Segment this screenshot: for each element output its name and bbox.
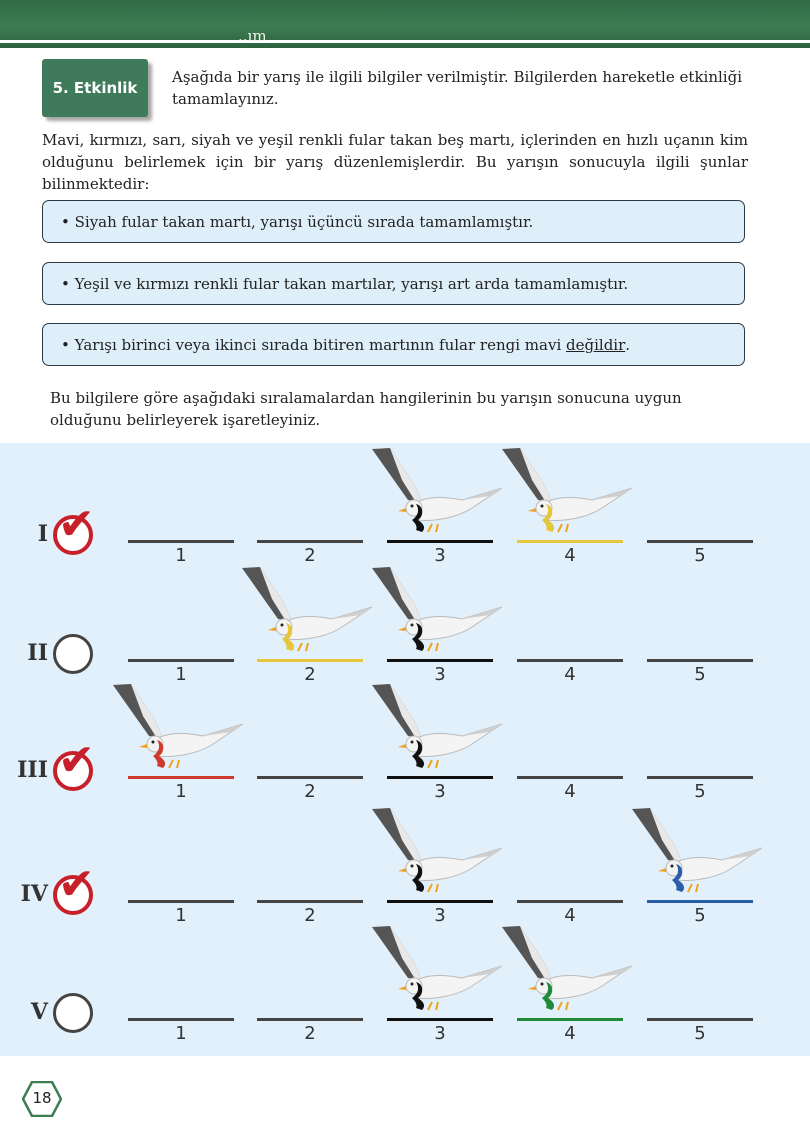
option-roman-numeral: V — [30, 999, 48, 1025]
position-number: 1 — [175, 545, 187, 566]
position-slot-line — [257, 659, 363, 662]
option-roman-numeral: II — [27, 640, 48, 666]
check-mark-icon: ✔ — [58, 735, 95, 786]
position-number: 1 — [175, 781, 187, 802]
position-number: 3 — [434, 545, 446, 566]
seagull-icon — [362, 804, 512, 899]
position-slot-line — [387, 1018, 493, 1021]
fact-3-underlined: değildir — [566, 335, 626, 354]
position-number: 3 — [434, 664, 446, 685]
position-slot-line — [128, 900, 234, 903]
position-number: 2 — [304, 1023, 316, 1044]
option-roman-numeral: III — [17, 757, 48, 783]
position-number: 4 — [564, 905, 576, 926]
position-number: 4 — [564, 664, 576, 685]
seagull-icon — [622, 804, 772, 899]
position-number: 5 — [694, 781, 706, 802]
page-number: 18 — [32, 1089, 52, 1107]
check-mark-icon: ✔ — [58, 859, 95, 910]
option-roman-numeral: IV — [20, 881, 48, 907]
header-line — [0, 40, 810, 43]
seagull-icon — [362, 563, 512, 658]
position-slot-line — [128, 1018, 234, 1021]
activity-label: 5. Etkinlik — [42, 59, 148, 117]
position-number: 2 — [304, 781, 316, 802]
position-number: 2 — [304, 905, 316, 926]
position-slot-line — [387, 900, 493, 903]
position-slot-line — [257, 1018, 363, 1021]
position-number: 1 — [175, 905, 187, 926]
position-slot-line — [517, 776, 623, 779]
position-slot-line — [647, 540, 753, 543]
position-slot-line — [517, 900, 623, 903]
seagull-icon — [362, 444, 512, 539]
position-slot-line — [647, 776, 753, 779]
fact-3-text: • Yarışı birinci veya ikinci sırada bitiren martının fular rengi mavi — [61, 335, 567, 354]
position-number: 3 — [434, 1023, 446, 1044]
seagull-icon — [362, 680, 512, 775]
position-number: 2 — [304, 545, 316, 566]
position-slot-line — [257, 540, 363, 543]
fact-box-2: • Yeşil ve kırmızı renkli fular takan martılar, yarışı art arda tamamlamıştır. — [42, 262, 745, 305]
position-slot-line — [257, 900, 363, 903]
position-slot-line — [517, 1018, 623, 1021]
position-number: 5 — [694, 545, 706, 566]
position-slot-line — [128, 659, 234, 662]
position-number: 5 — [694, 664, 706, 685]
position-number: 4 — [564, 545, 576, 566]
option-checkbox[interactable] — [53, 634, 93, 674]
position-slot-line — [647, 1018, 753, 1021]
position-slot-line — [387, 776, 493, 779]
option-roman-numeral: I — [37, 521, 48, 547]
position-number: 5 — [694, 1023, 706, 1044]
position-number: 4 — [564, 781, 576, 802]
position-number: 4 — [564, 1023, 576, 1044]
position-number: 2 — [304, 664, 316, 685]
position-number: 1 — [175, 664, 187, 685]
seagull-icon — [492, 922, 642, 1017]
fact-3-end: . — [625, 335, 631, 354]
activity-paragraph: Mavi, kırmızı, sarı, siyah ve yeşil renkli fular takan beş martı, içlerinden en hızlı uçanın kim olduğunu belirlemek için bir yarış düzenlemişlerdir. Bu yarışın sonucuyla ilgili şunlar bilinmektedir: — [42, 131, 748, 193]
position-number: 3 — [434, 781, 446, 802]
position-slot-line — [387, 659, 493, 662]
position-slot-line — [647, 659, 753, 662]
position-slot-line — [517, 659, 623, 662]
position-slot-line — [517, 540, 623, 543]
fact-box-1: • Siyah fular takan martı, yarışı üçüncü sırada tamamlamıştır. — [42, 200, 745, 243]
position-number: 5 — [694, 905, 706, 926]
check-mark-icon: ✔ — [58, 499, 95, 550]
position-slot-line — [128, 540, 234, 543]
activity-intro: Aşağıda bir yarış ile ilgili bilgiler verilmiştir. Bilgilerden hareketle etkinliği tamamlayınız. — [172, 68, 742, 108]
seagull-icon — [232, 563, 382, 658]
option-checkbox[interactable] — [53, 993, 93, 1033]
seagull-icon — [362, 922, 512, 1017]
seagull-icon — [103, 680, 253, 775]
page-number-wrap — [22, 1081, 62, 1117]
position-number: 1 — [175, 1023, 187, 1044]
position-slot-line — [387, 540, 493, 543]
position-slot-line — [647, 900, 753, 903]
position-slot-line — [257, 776, 363, 779]
fact-box-3 — [42, 323, 745, 366]
position-slot-line — [128, 776, 234, 779]
position-number: 3 — [434, 905, 446, 926]
seagull-icon — [492, 444, 642, 539]
header-text: ..ım — [238, 27, 267, 45]
question-text: Bu bilgilere göre aşağıdaki sıralamalardan hangilerinin bu yarışın sonucuna uygun olduğunu belirleyerek işaretleyiniz. — [50, 389, 682, 429]
